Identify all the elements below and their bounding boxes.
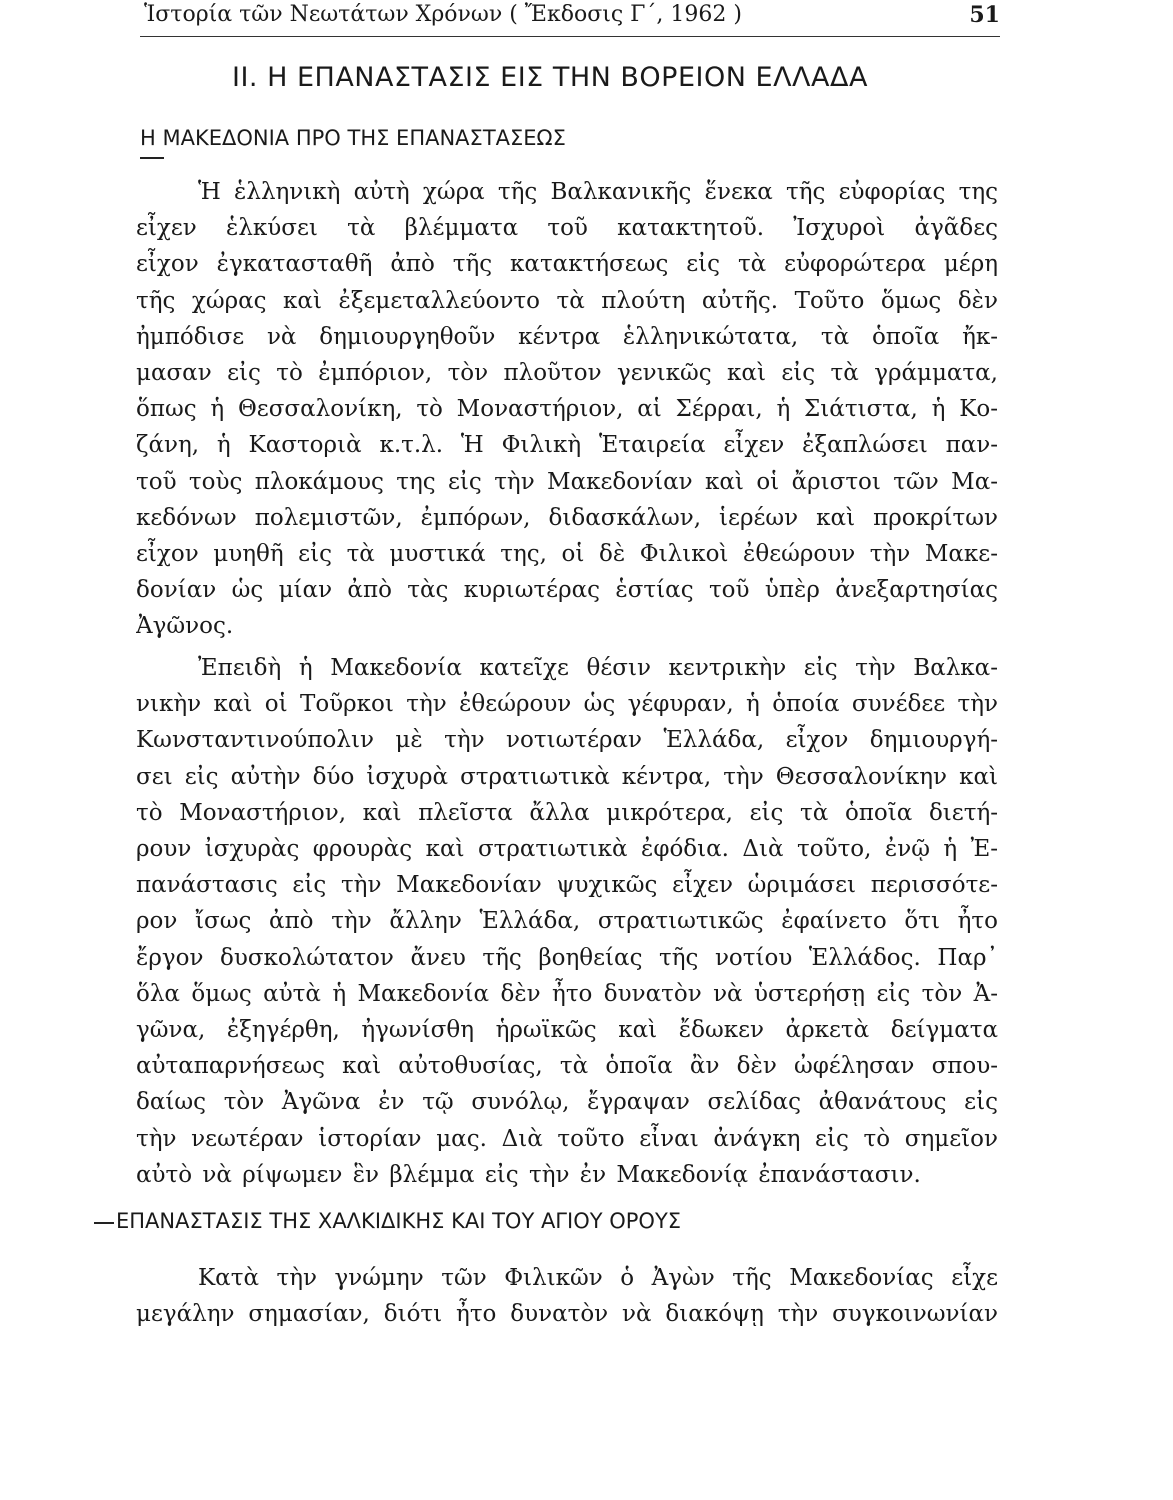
text-line: Ἀγῶνος. (136, 613, 234, 640)
heading-dash-mark (94, 1222, 114, 1224)
text-line: ρον ἴσως ἀπὸ τὴν ἄλλην Ἑλλάδα, στρατιωτικῶς ἐφαίνετο ὅτι ἦτο (136, 908, 998, 935)
text-line: Ἐπειδὴ ἡ Μακεδονία κατεῖχε θέσιν κεντρικὴν εἰς τὴν Βαλκα- (198, 655, 998, 681)
text-line: αὐταπαρνήσεως καὶ αὐτοθυσίας, τὰ ὁποῖα ἂν δὲν ὠφέλησαν σπου- (136, 1053, 998, 1080)
page-number: 51 (969, 2, 1000, 28)
text-line: ἔργον δυσκολώτατον ἄνευ τῆς βοηθείας τῆς νοτίου Ἑλλάδος. Παρ᾽ (136, 944, 998, 971)
text-line: Κωνσταντινούπολιν μὲ τὴν νοτιωτέραν Ἑλλάδα, εἶχον δημιουργή- (136, 727, 998, 754)
text-line: κεδόνων πολεμιστῶν, ἐμπόρων, διδασκάλων, ἱερέων καὶ προκρίτων (136, 504, 998, 531)
text-line: Ἡ ἑλληνικὴ αὐτὴ χώρα τῆς Βαλκανικῆς ἕνεκα τῆς εὐφορίας της (198, 179, 998, 205)
paragraph-macedonia-1 (136, 174, 998, 645)
running-header (140, 0, 1000, 37)
text-line: ὅπως ἡ Θεσσαλονίκη, τὸ Μοναστήριον, αἱ Σέρραι, ἡ Σιάτιστα, ἡ Κο- (136, 396, 998, 423)
paragraph-chalkidiki-1 (136, 1260, 998, 1332)
section-heading-chalkidiki: ΕΠΑΝΑΣΤΑΣΙΣ ΤΗΣ ΧΑΛΚΙΔΙΚΗΣ ΚΑΙ ΤΟΥ ΑΓΙΟΥ ΟΡΟΥΣ (116, 1209, 682, 1233)
running-title: Ἱστορία τῶν Νεωτάτων Χρόνων ( Ἔκδοσις Γ΄, 1962 ) (144, 2, 742, 27)
heading-underline-mark (140, 157, 164, 159)
section-heading-macedonia: Η ΜΑΚΕΔΟΝΙΑ ΠΡΟ ΤΗΣ ΕΠΑΝΑΣΤΑΣΕΩΣ (140, 126, 566, 150)
text-line: εἶχον ἐγκατασταθῆ ἀπὸ τῆς κατακτήσεως εἰς τὰ εὐφορώτερα μέρη (136, 251, 998, 278)
text-line: ἠμπόδισε νὰ δημιουργηθοῦν κέντρα ἑλληνικώτατα, τὰ ὁποῖα ἤκ- (136, 323, 998, 350)
paragraph-macedonia-2 (136, 650, 998, 1193)
text-line: γῶνα, ἐξηγέρθη, ἠγωνίσθη ἡρωϊκῶς καὶ ἔδωκεν ἀρκετὰ δείγματα (136, 1017, 998, 1044)
text-line: δαίως τὸν Ἀγῶνα ἐν τῷ συνόλῳ, ἔγραψαν σελίδας ἀθανάτους εἰς (136, 1089, 998, 1116)
text-line: εἶχον μυηθῆ εἰς τὰ μυστικά της, οἱ δὲ Φιλικοὶ ἐθεώρουν τὴν Μακε- (136, 541, 998, 568)
text-line: μασαν εἰς τὸ ἐμπόριον, τὸν πλοῦτον γενικῶς καὶ εἰς τὰ γράμματα, (136, 360, 998, 387)
text-line: πανάστασις εἰς τὴν Μακεδονίαν ψυχικῶς εἶχεν ὡριμάσει περισσότε- (136, 872, 998, 899)
text-line: τὸ Μοναστήριον, καὶ πλεῖστα ἄλλα μικρότερα, εἰς τὰ ὁποῖα διετή- (136, 799, 998, 826)
text-line: ζάνη, ἡ Καστοριὰ κ.τ.λ. Ἡ Φιλικὴ Ἑταιρεία εἶχεν ἐξαπλώσει παν- (136, 432, 998, 459)
text-line: σει εἰς αὐτὴν δύο ἰσχυρὰ στρατιωτικὰ κέντρα, τὴν Θεσσαλονίκην καὶ (136, 763, 998, 790)
text-line: αὐτὸ νὰ ρίψωμεν ἓν βλέμμα εἰς τὴν ἐν Μακεδονίᾳ ἐπανάστασιν. (136, 1161, 921, 1188)
text-line: μεγάλην σημασίαν, διότι ἦτο δυνατὸν νὰ διακόψῃ τὴν συγκοινωνίαν (136, 1301, 998, 1328)
chapter-title: ΙΙ. Η ΕΠΑΝΑΣΤΑΣΙΣ ΕΙΣ ΤΗΝ ΒΟΡΕΙΟΝ ΕΛΛΑΔΑ (232, 62, 868, 93)
text-line: νικὴν καὶ οἱ Τοῦρκοι τὴν ἐθεώρουν ὡς γέφυραν, ἡ ὁποία συνέδεε τὴν (136, 691, 998, 718)
text-line: τὴν νεωτέραν ἱστορίαν μας. Διὰ τοῦτο εἶναι ἀνάγκη εἰς τὸ σημεῖον (136, 1125, 998, 1152)
text-line: Κατὰ τὴν γνώμην τῶν Φιλικῶν ὁ Ἀγὼν τῆς Μακεδονίας εἶχε (198, 1265, 998, 1291)
text-line: ὅλα ὅμως αὐτὰ ἡ Μακεδονία δὲν ἦτο δυνατὸν νὰ ὑστερήσῃ εἰς τὸν Ἀ- (136, 980, 998, 1007)
text-line: εἶχεν ἑλκύσει τὰ βλέμματα τοῦ κατακτητοῦ. Ἰσχυροὶ ἀγᾶδες (136, 215, 998, 242)
text-line: δονίαν ὡς μίαν ἀπὸ τὰς κυριωτέρας ἑστίας τοῦ ὑπὲρ ἀνεξαρτησίας (136, 577, 998, 604)
text-line: ρουν ἰσχυρὰς φρουρὰς καὶ στρατιωτικὰ ἐφόδια. Διὰ τοῦτο, ἐνῷ ἡ Ἐ- (136, 836, 998, 863)
text-line: τῆς χώρας καὶ ἐξεμεταλλεύοντο τὰ πλούτη αὐτῆς. Τοῦτο ὅμως δὲν (136, 287, 998, 314)
text-line: τοῦ τοὺς πλοκάμους της εἰς τὴν Μακεδονίαν καὶ οἱ ἄριστοι τῶν Μα- (136, 468, 998, 495)
